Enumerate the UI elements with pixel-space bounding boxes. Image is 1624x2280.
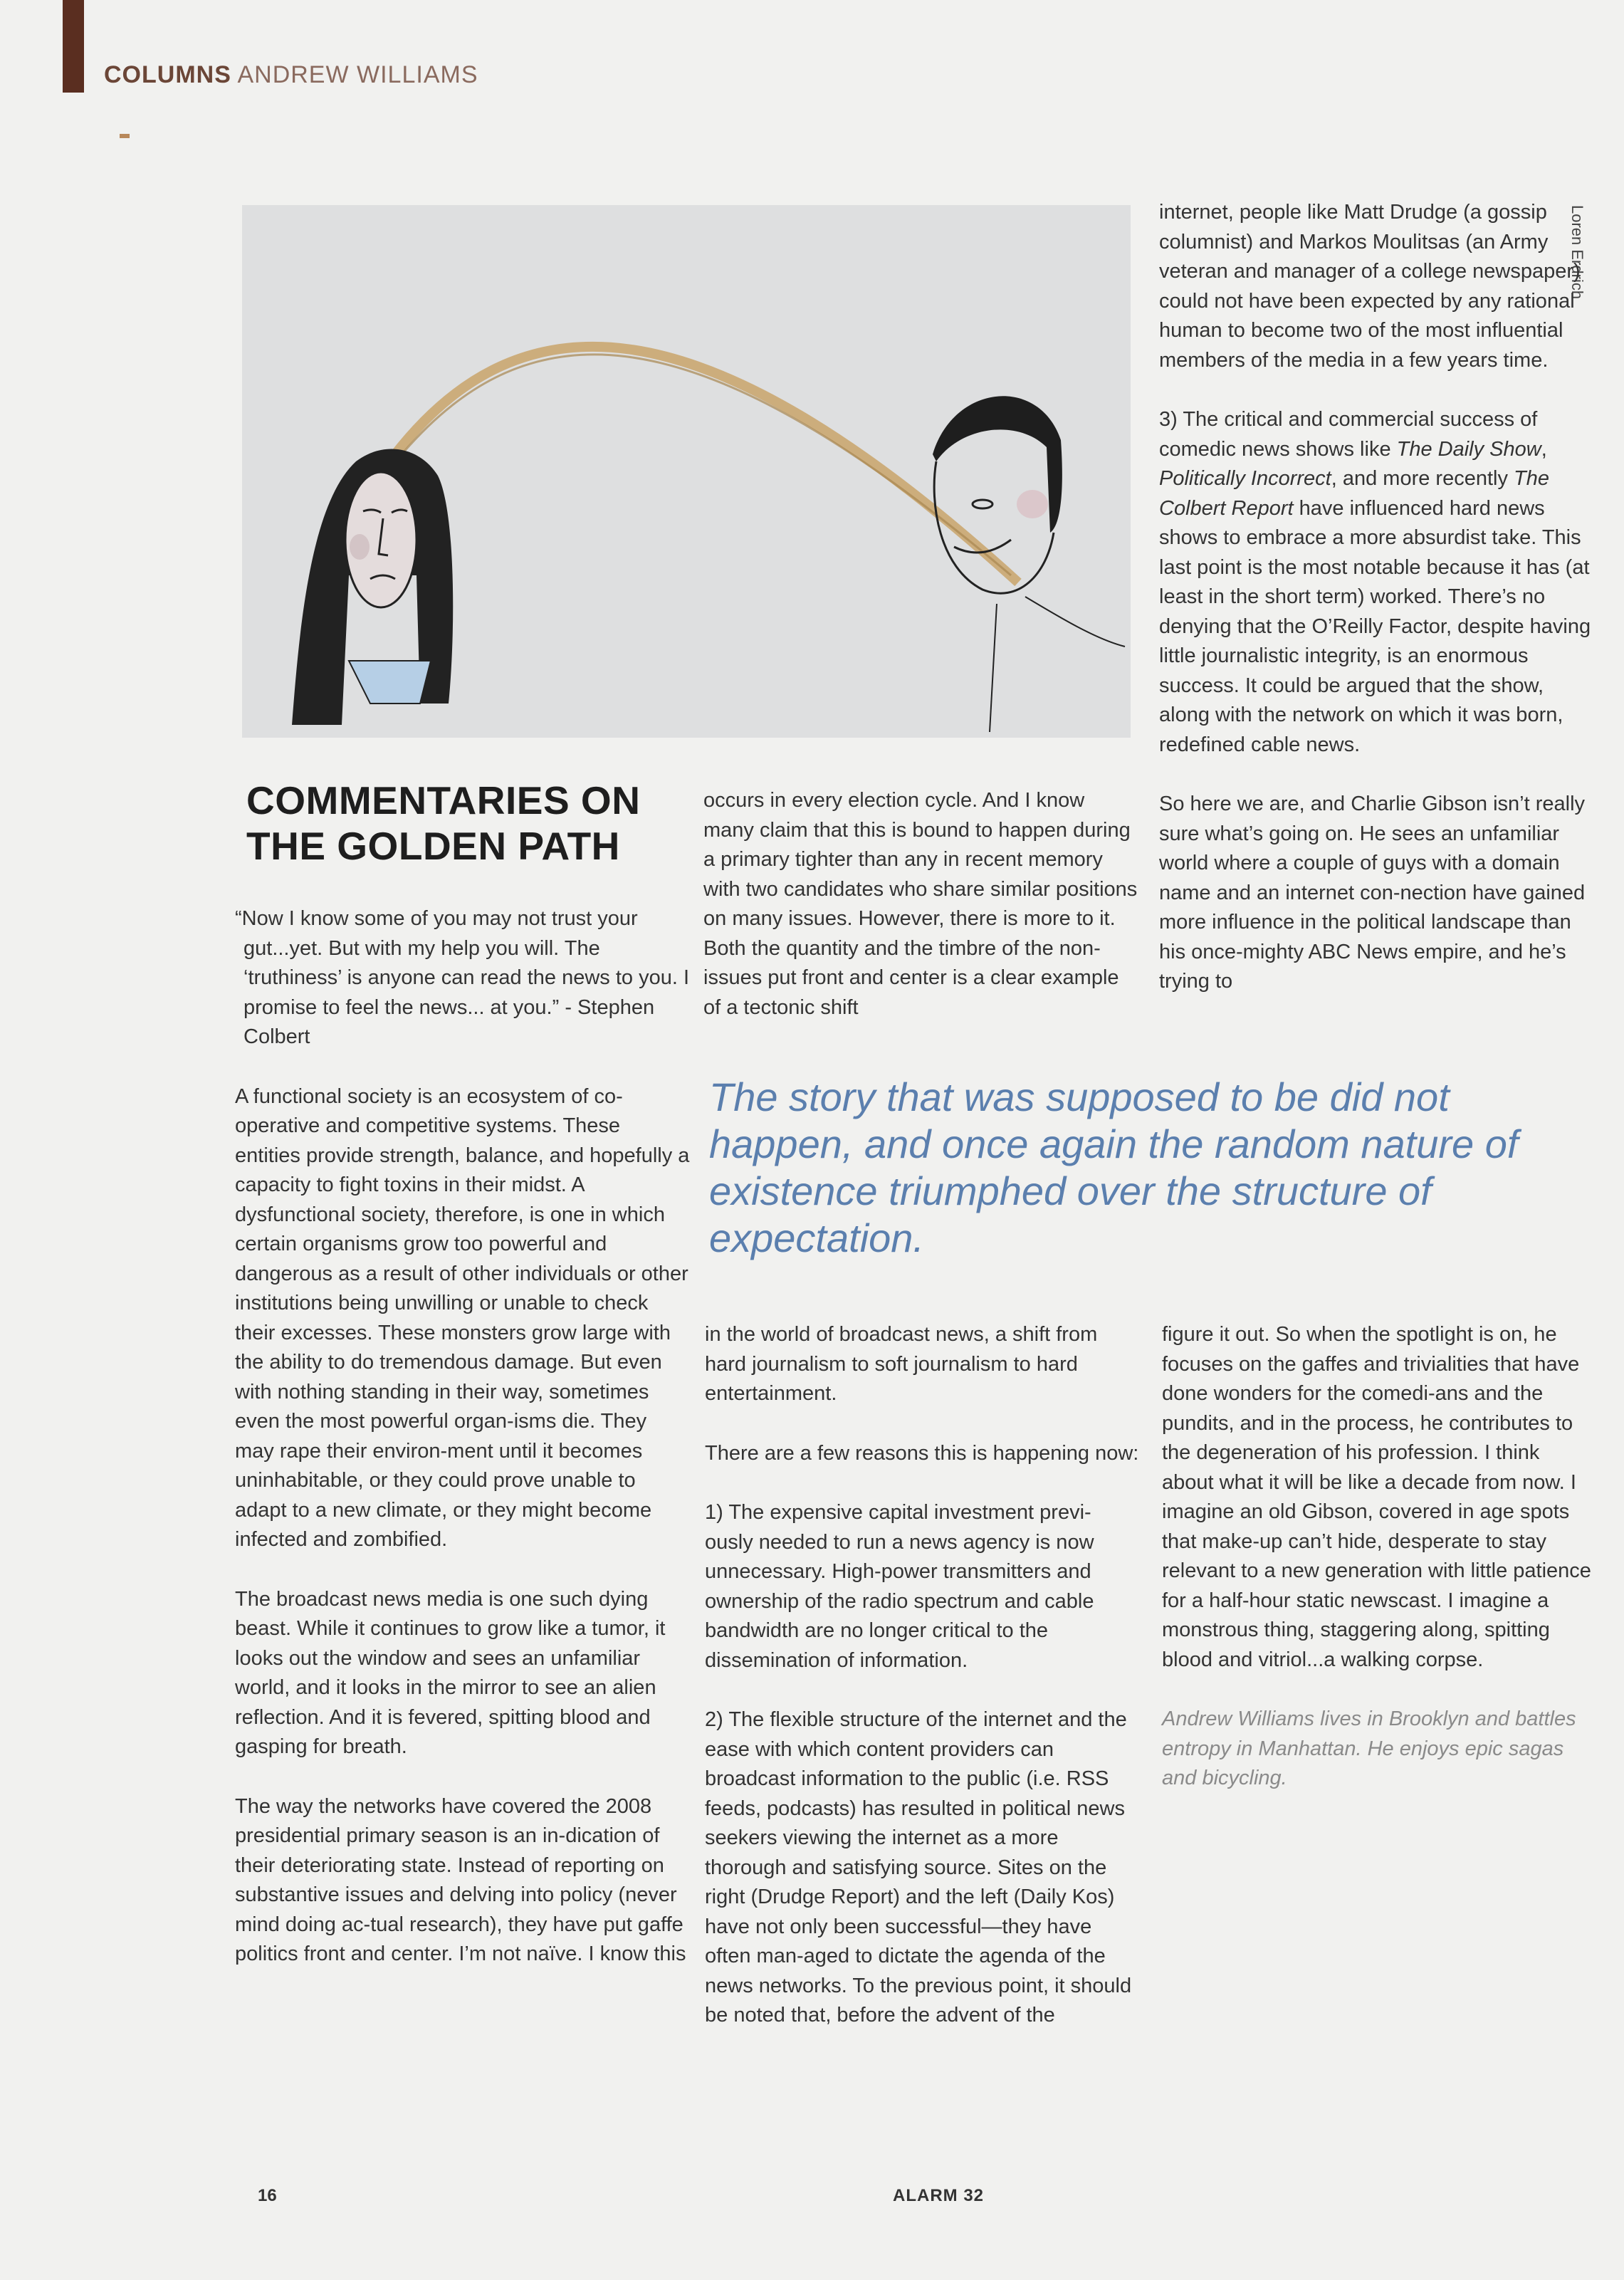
column-middle-top xyxy=(703,786,1138,1052)
column-left xyxy=(235,904,691,1999)
author-bio: Andrew Williams lives in Brooklyn and battles entropy in Manhattan. He enjoys epic sagas and bicycling. xyxy=(1162,1708,1576,1789)
illustration xyxy=(242,205,1131,738)
page-spine-bar xyxy=(63,0,84,93)
paragraph: There are a few reasons this is happening now: xyxy=(705,1441,1139,1465)
epigraph: “Now I know some of you may not trust your gut...yet. But with my help you will. The ‘truthiness’ is anyone can read the news to you. I promise to feel the news... at you.” - Stephen Colbert xyxy=(235,907,690,1048)
paragraph: in the world of broadcast news, a shift from hard journalism to soft journalism to hard entertainment. xyxy=(705,1323,1098,1405)
show-title: The Colbert Report xyxy=(1159,467,1550,520)
paragraph: A functional society is an ecosystem of co-operative and competitive systems. These entities provide strength, balance, and hopefully a capacity to fight toxins in their midst. A dysfunctional society, therefore, is one in which certain organisms grow too powerful and dangerous as a result of other individuals or other institutions being unwilling or unable to check their excesses. These monsters grow large with the ability to do tremendous damage. But even with nothing standing in their way, sometimes even the most powerful organ-isms die. They may rape their environ-ment until it becomes uninhabitable, or they could prove unable to adapt to a new climate, or they might become infected and zombified. xyxy=(235,1084,690,1551)
page-number: 16 xyxy=(258,2186,277,2205)
show-title: The Daily Show xyxy=(1396,437,1541,461)
show-title: Politically Incorrect xyxy=(1159,467,1331,490)
magazine-footer: ALARM 32 xyxy=(893,2186,985,2205)
paragraph: The way the networks have covered the 2008 presidential primary season is an in-dication of their deteriorating state. Instead of reporting on substantive issues and delving into policy (never mind doing ac-tual research), they have put gaffe politics front and center. I’m not naïve. I know this xyxy=(235,1794,686,1965)
paragraph: occurs in every election cycle. And I know many claim that this is bound to happen during a primary tighter than any in recent memory with two candidates who share similar positions on many issues. However, there is more to it. Both the quantity and the timbre of the non-issues put front and center is a clear example of a tectonic shift xyxy=(703,789,1138,1019)
paragraph: 1) The expensive capital investment previ-ously needed to run a news agency is now unnecessary. High-power transmitters and ownership of the radio spectrum and cable bandwidth are no longer critical to the dissemination of information. xyxy=(705,1501,1094,1672)
two-faces-drawing-icon xyxy=(242,205,1131,738)
column-middle-bottom xyxy=(705,1320,1139,2061)
paragraph: So here we are, and Charlie Gibson isn’t really sure what’s going on. He sees an unfamiliar world where a couple of guys with a domain name and an internet con-nection have gained more influence in the political landscape than his once-mighty ABC News empire, and he’s trying to xyxy=(1159,793,1586,993)
paragraph: The broadcast news media is one such dying beast. While it continues to grow like a tumor, it looks out the window and sees an unfamiliar world, and it looks in the mirror to see an alien reflection. And it is fevered, spitting blood and gasping for breath. xyxy=(235,1587,666,1758)
section-header xyxy=(104,61,478,89)
paragraph xyxy=(1159,405,1593,760)
pull-quote: The story that was supposed to be did not happen, and once again the random nature of existence triumphed over the structure of expectation. xyxy=(709,1074,1519,1260)
column-author: ANDREW WILLIAMS xyxy=(237,61,478,88)
text-run: , and more recently xyxy=(1331,467,1514,490)
decorative-dash xyxy=(120,134,130,138)
column-right-top xyxy=(1159,198,1593,1027)
text-run: have influenced hard news shows to embrace a more absurdist take. This last point is the most notable because it has (at least in the short term) worked. There’s no denying that the O’Reilly Factor, despite having little journalistic integrity, is an enormous success. It could be argued that the show, along with the network on which it was born, redefined cable news. xyxy=(1159,496,1591,756)
photo-credit: Loren Erdrich xyxy=(1568,205,1586,300)
paragraph: figure it out. So when the spotlight is on, he focuses on the gaffes and trivialities that have done wonders for the comedi-ans and the pundits, and in the process, he contributes to the degeneration of his profession. I think about what it will be like a decade from now. I imagine an old Gibson, covered in age spots that make-up can’t hide, desperate to stay relevant to a new generation with little patience for a half-hour static newscast. I imagine a monstrous thing, staggering along, spitting blood and vitriol...a walking corpse. xyxy=(1162,1323,1591,1671)
text-run: 3) The critical and commercial success of comedic news shows like xyxy=(1159,408,1538,461)
paragraph: 2) The flexible structure of the internet and the ease with which content providers can broadcast information to the public (i.e. RSS feeds, podcasts) has resulted in political news seekers viewing the internet as a more thorough and satisfying source. Sites on the right (Drudge Report) and the left (Daily Kos) have not only been successful—they have often man-aged to dictate the agenda of the news networks. To the previous point, it should be noted that, before the advent of the xyxy=(705,1708,1132,2027)
text-run: , xyxy=(1541,437,1547,461)
column-right-bottom xyxy=(1162,1320,1596,1824)
article-title: COMMENTARIES ON THE GOLDEN PATH xyxy=(246,778,641,868)
section-label: COLUMNS xyxy=(104,61,231,88)
paragraph: internet, people like Matt Drudge (a gossip columnist) and Markos Moulitsas (an Army veteran and manager of a college newspaper) could not have been expected by any rational human to become two of the most influential members of the media in a few years time. xyxy=(1159,201,1581,372)
